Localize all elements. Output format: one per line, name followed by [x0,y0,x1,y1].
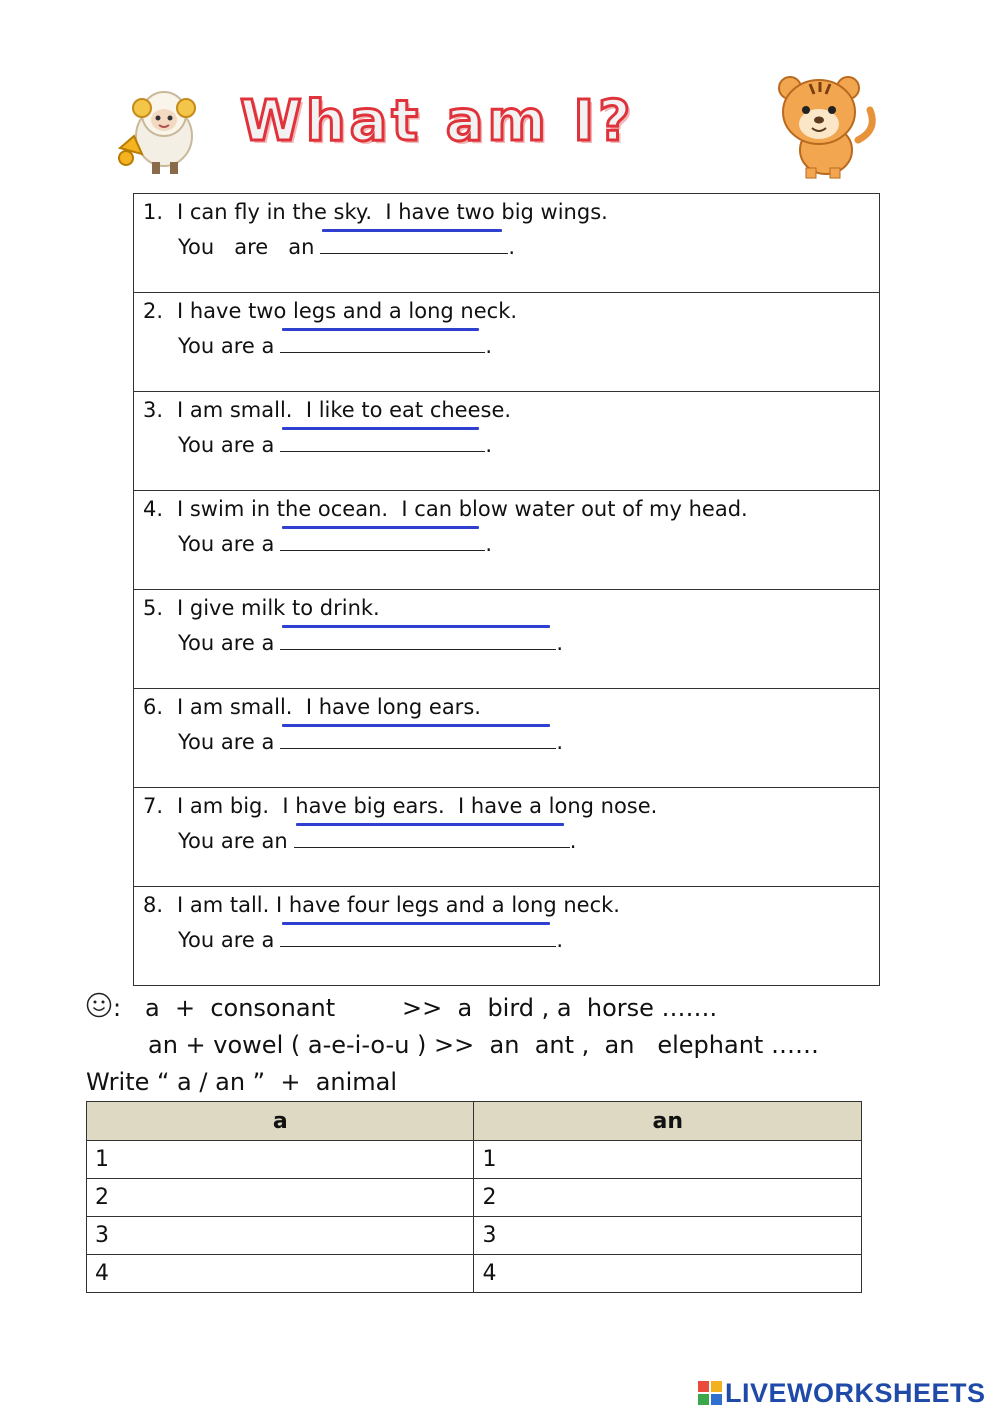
table-cell[interactable]: 4 [474,1255,862,1293]
answer-blank[interactable] [280,433,485,452]
question-clue: I am big. I have big ears. I have a long nose. [177,794,658,818]
smiley-icon [86,992,112,1018]
table-header-row [87,1102,862,1141]
rule-consonant-example: >> a bird , a horse ……. [402,994,718,1022]
question-table [133,193,880,986]
question-clue: I give milk to drink. [177,596,380,620]
answer-blank[interactable] [280,532,485,551]
rule-consonant: a + consonant [145,994,336,1022]
question-number: 5. [143,596,164,620]
table-cell[interactable]: 4 [87,1255,474,1293]
answer-blank[interactable] [280,631,556,650]
rule-vowel: an + vowel ( a-e-i-o-u ) >> an ant , an elephant …… [148,1031,819,1059]
table-cell[interactable]: 3 [474,1217,862,1255]
question-row: 7. I am big. I have big ears. I have a long nose. You are an . [134,788,879,887]
answer-prompt: You are a [178,928,275,952]
table-row [87,1141,862,1179]
question-row: 2. I have two legs and a long neck. You are a . [134,293,879,392]
question-number: 1. [143,200,164,224]
tiger-icon [770,70,882,180]
question-clue: I have two legs and a long neck. [177,299,518,323]
question-number: 2. [143,299,164,323]
answer-prompt: You are a [178,730,275,754]
logo-grid-icon [697,1380,723,1406]
question-clue: I swim in the ocean. I can blow water out of my head. [177,497,748,521]
table-cell[interactable]: 3 [87,1217,474,1255]
answer-prompt: You are a [178,532,275,556]
rule-colon: : [113,994,122,1022]
worksheet-title: What am I? [240,89,635,154]
answer-prompt: You are a [178,433,275,457]
column-header-an: an [474,1102,862,1141]
question-number: 8. [143,893,164,917]
question-clue: I am tall. I have four legs and a long neck. [177,893,620,917]
question-row: 4. I swim in the ocean. I can blow water out of my head. You are a . [134,491,879,590]
table-row [87,1255,862,1293]
logo-text: LIVEWORKSHEETS [725,1377,986,1408]
table-cell[interactable]: 1 [87,1141,474,1179]
answer-blank[interactable] [280,928,556,947]
answer-prompt: You are an [178,235,315,259]
table-cell[interactable]: 1 [474,1141,862,1179]
question-row: 1. I can fly in the sky. I have two big wings. You are an . [134,194,879,293]
question-number: 3. [143,398,164,422]
question-row: 5. I give milk to drink. You are a . [134,590,879,689]
answer-blank[interactable] [320,235,508,254]
column-header-a: a [87,1102,474,1141]
question-number: 7. [143,794,164,818]
answer-prompt: You are an [178,829,288,853]
question-clue: I am small. I have long ears. [177,695,481,719]
answer-prompt: You are a [178,631,275,655]
answer-prompt: You are a [178,334,275,358]
question-row: 8. I am tall. I have four legs and a long neck. You are a . [134,887,879,986]
sheep-icon [112,78,212,178]
answer-table [86,1101,862,1293]
question-clue: I can fly in the sky. I have two big wings. [177,200,608,224]
answer-blank[interactable] [294,829,570,848]
table-cell[interactable]: 2 [474,1179,862,1217]
table-row [87,1179,862,1217]
instruction: Write “ a / an ” + animal [86,1068,398,1096]
liveworksheets-logo[interactable] [697,1378,986,1408]
table-cell[interactable]: 2 [87,1179,474,1217]
worksheet-header [0,60,1000,190]
question-number: 6. [143,695,164,719]
question-row: 3. I am small. I like to eat cheese. You are a . [134,392,879,491]
question-number: 4. [143,497,164,521]
answer-blank[interactable] [280,730,556,749]
answer-blank[interactable] [280,334,485,353]
table-row [87,1217,862,1255]
question-clue: I am small. I like to eat cheese. [177,398,512,422]
question-row: 6. I am small. I have long ears. You are a . [134,689,879,788]
